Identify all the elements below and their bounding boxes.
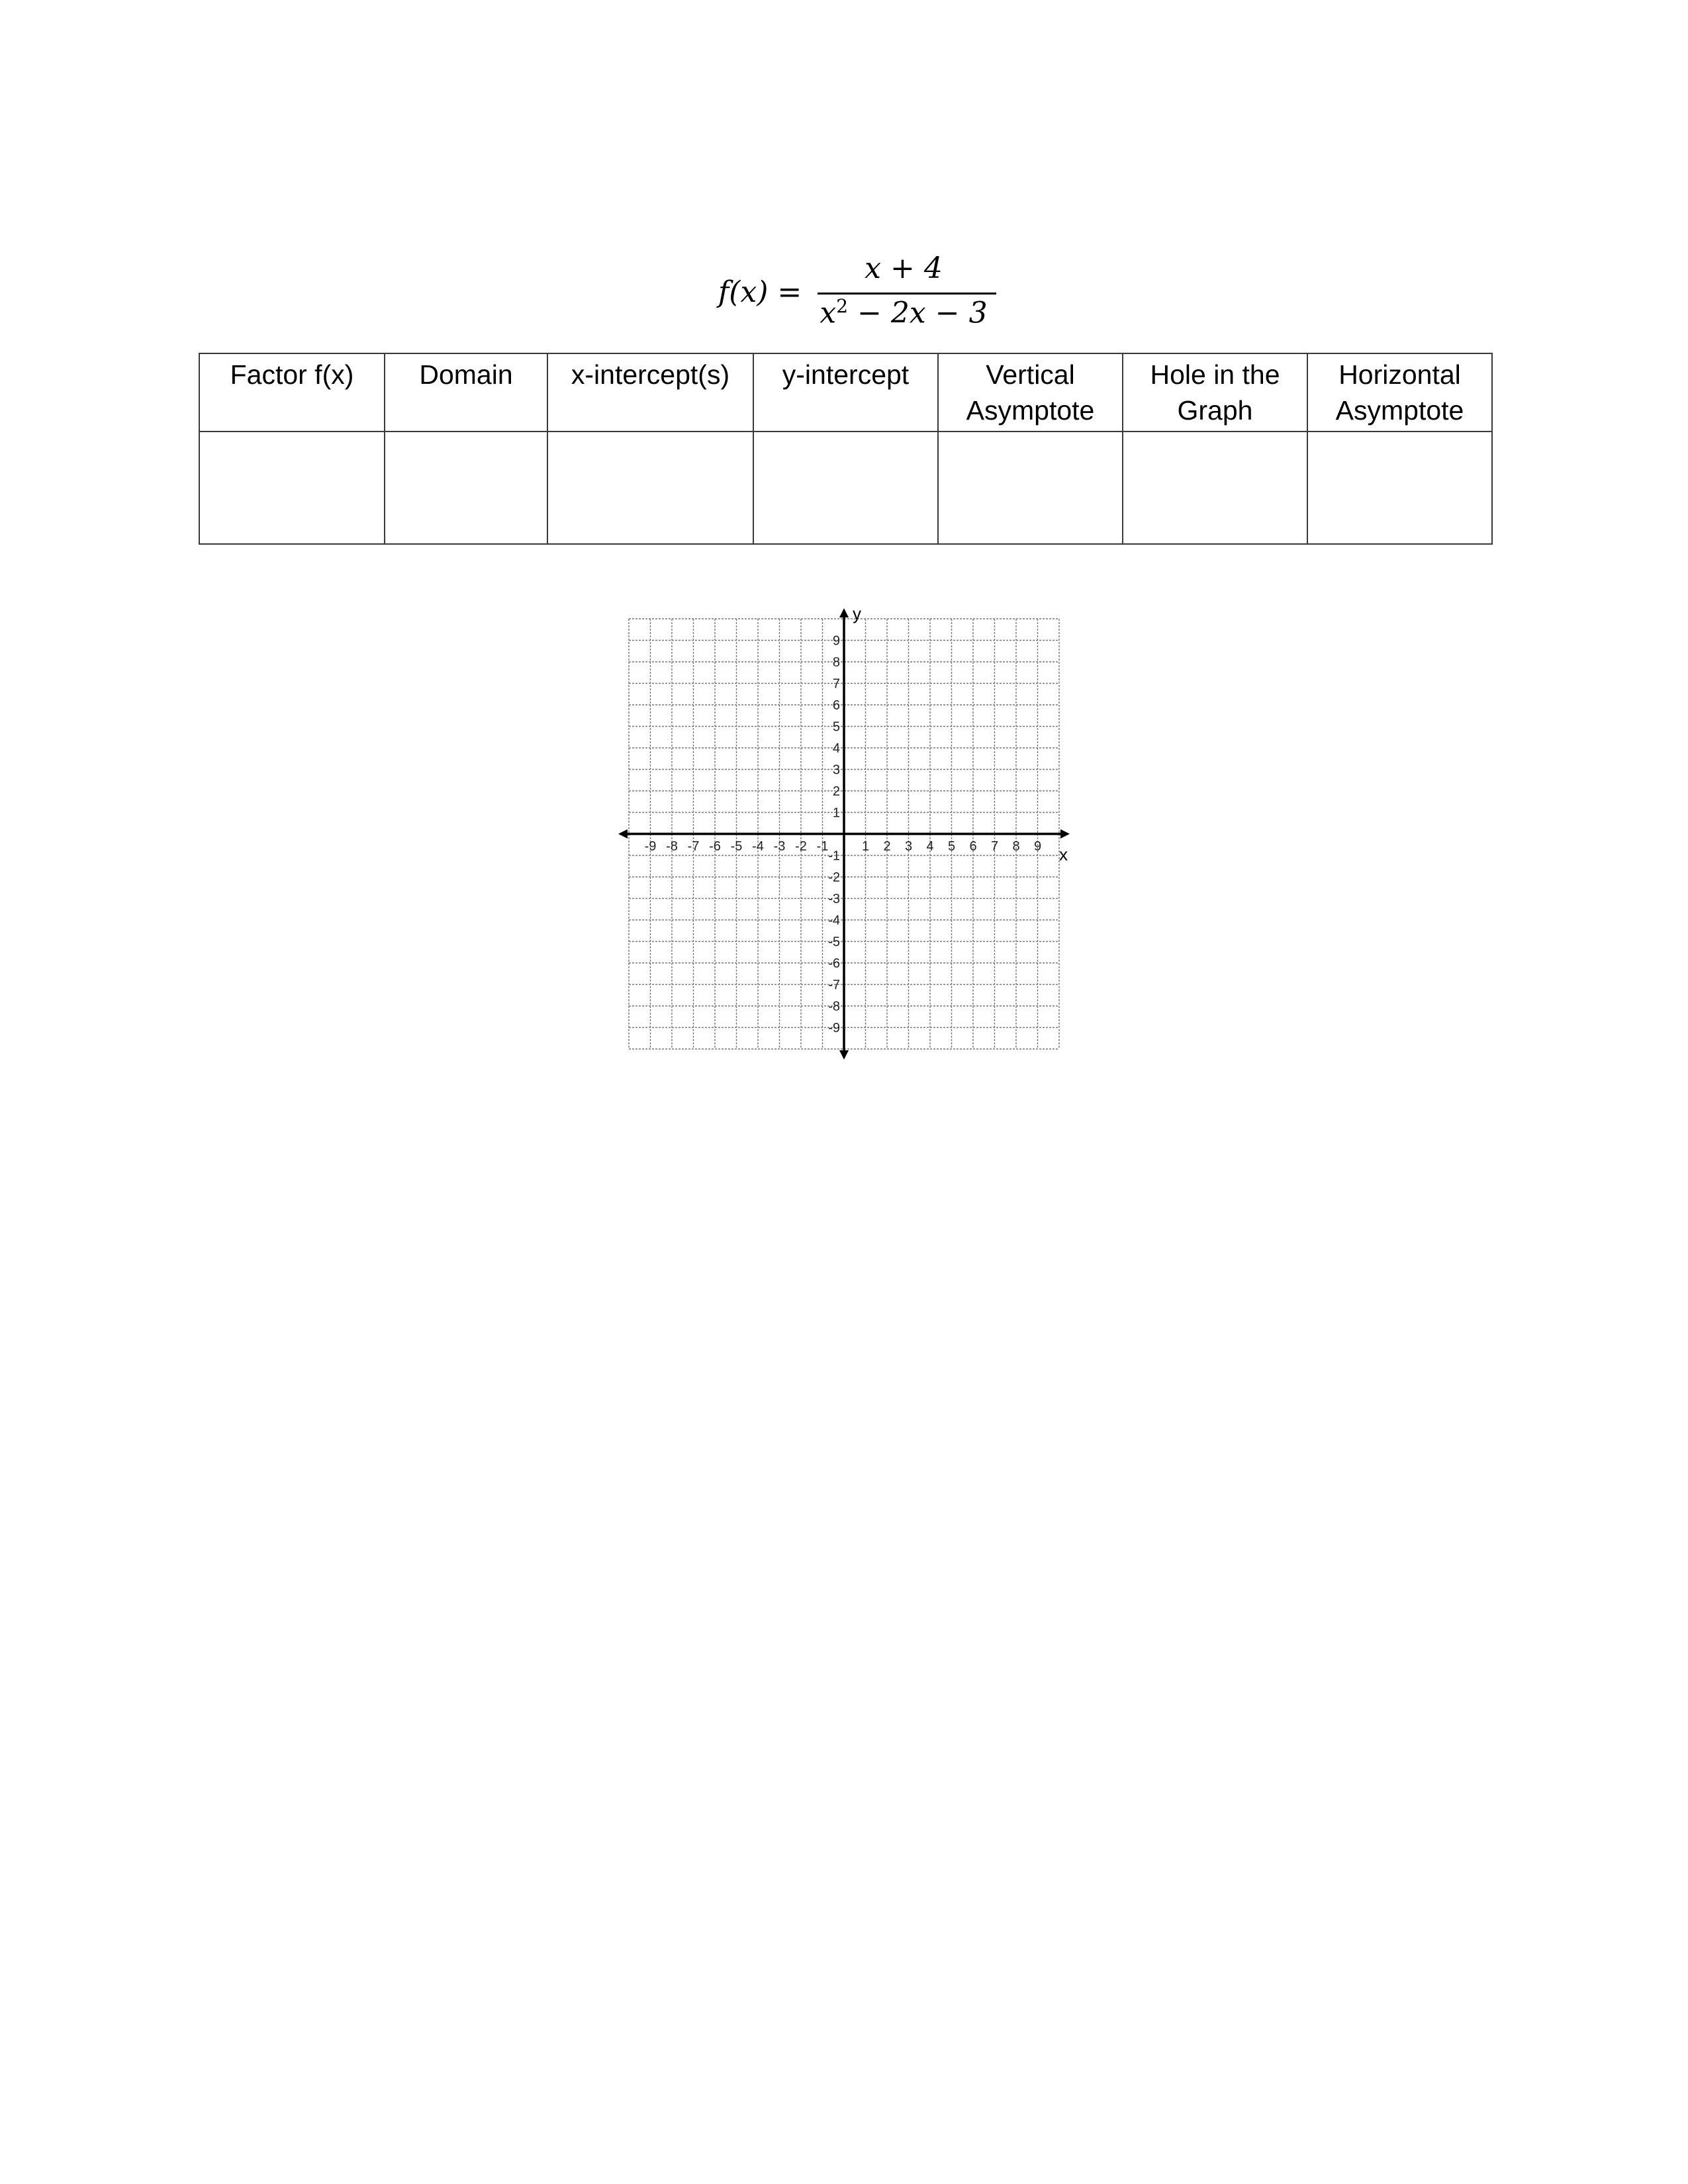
header-y-intercept: y-intercept [753, 353, 938, 432]
answer-cell-vertical-asymptote[interactable] [938, 432, 1123, 544]
formula-denominator [811, 295, 996, 330]
answer-row [199, 432, 1492, 544]
answer-cell-domain[interactable] [385, 432, 547, 544]
header-factor: Factor f(x) [199, 353, 385, 432]
coordinate-grid [616, 602, 1079, 1066]
x-tick-label: 2 [883, 839, 891, 854]
x-tick-label: -7 [687, 839, 700, 854]
y-tick-label: 4 [832, 741, 840, 756]
y-tick-label: 8 [832, 655, 840, 670]
y-tick-label: 7 [832, 676, 840, 692]
answer-cell-x-intercepts[interactable] [547, 432, 753, 544]
x-tick-label: -4 [752, 839, 764, 854]
header-x-intercepts: x-intercept(s) [547, 353, 753, 432]
y-tick-label: -4 [828, 913, 840, 928]
header-hole: Hole in the Graph [1123, 353, 1307, 432]
x-tick-label: -6 [709, 839, 721, 854]
header-horizontal-asymptote: Horizontal Asymptote [1307, 353, 1492, 432]
y-tick-label: -5 [828, 934, 840, 950]
denominator-rest: − 2x − 3 [848, 296, 988, 330]
x-tick-label: -5 [730, 839, 743, 854]
y-tick-label: 5 [832, 719, 840, 735]
x-tick-label: 4 [926, 839, 934, 854]
function-formula [712, 251, 996, 338]
formula-numerator: x + 4 [865, 251, 943, 285]
x-tick-label: 9 [1033, 839, 1042, 854]
y-tick-label: 1 [832, 805, 840, 821]
y-tick-label: -9 [828, 1021, 840, 1036]
x-tick-label: 3 [904, 839, 913, 854]
y-tick-label: 9 [832, 633, 840, 649]
x-axis-arrow-right [1060, 829, 1070, 839]
x-tick-label: 8 [1012, 839, 1020, 854]
x-axis-arrow-left [618, 829, 628, 839]
y-tick-label: -6 [828, 956, 840, 971]
x-tick-label: -3 [773, 839, 786, 854]
y-tick-label: -8 [828, 999, 840, 1014]
x-tick-label: -9 [644, 839, 657, 854]
header-vertical-asymptote: Vertical Asymptote [938, 353, 1123, 432]
denominator-base: x [820, 296, 837, 330]
y-tick-label: -3 [828, 891, 840, 907]
denominator-exponent: 2 [836, 295, 849, 317]
y-axis-label: y [853, 604, 861, 623]
y-tick-label: 2 [832, 784, 840, 799]
y-tick-label: 3 [832, 762, 840, 778]
x-tick-label: 7 [990, 839, 999, 854]
y-tick-label: -2 [828, 870, 840, 885]
y-tick-label: 6 [832, 698, 840, 713]
formula-lhs: f(x) = [718, 275, 802, 309]
x-tick-label: 6 [969, 839, 977, 854]
y-axis-arrow-up [839, 608, 849, 617]
x-tick-label: -2 [795, 839, 807, 854]
x-tick-label: 5 [947, 839, 956, 854]
y-tick-label: -7 [828, 978, 840, 993]
answer-cell-factor[interactable] [199, 432, 385, 544]
fraction-bar [818, 293, 996, 295]
axes [618, 608, 1070, 1060]
function-analysis-table [199, 353, 1493, 545]
x-tick-label: -8 [666, 839, 678, 854]
answer-cell-y-intercept[interactable] [753, 432, 938, 544]
header-row [199, 353, 1492, 432]
header-domain: Domain [385, 353, 547, 432]
x-axis-label: x [1059, 844, 1068, 864]
x-tick-label: 1 [861, 839, 870, 854]
y-axis-arrow-down [839, 1050, 849, 1060]
y-tick-label: -1 [828, 848, 840, 864]
answer-cell-hole[interactable] [1123, 432, 1307, 544]
x-tick-label: -1 [816, 839, 829, 854]
answer-cell-horizontal-asymptote[interactable] [1307, 432, 1492, 544]
